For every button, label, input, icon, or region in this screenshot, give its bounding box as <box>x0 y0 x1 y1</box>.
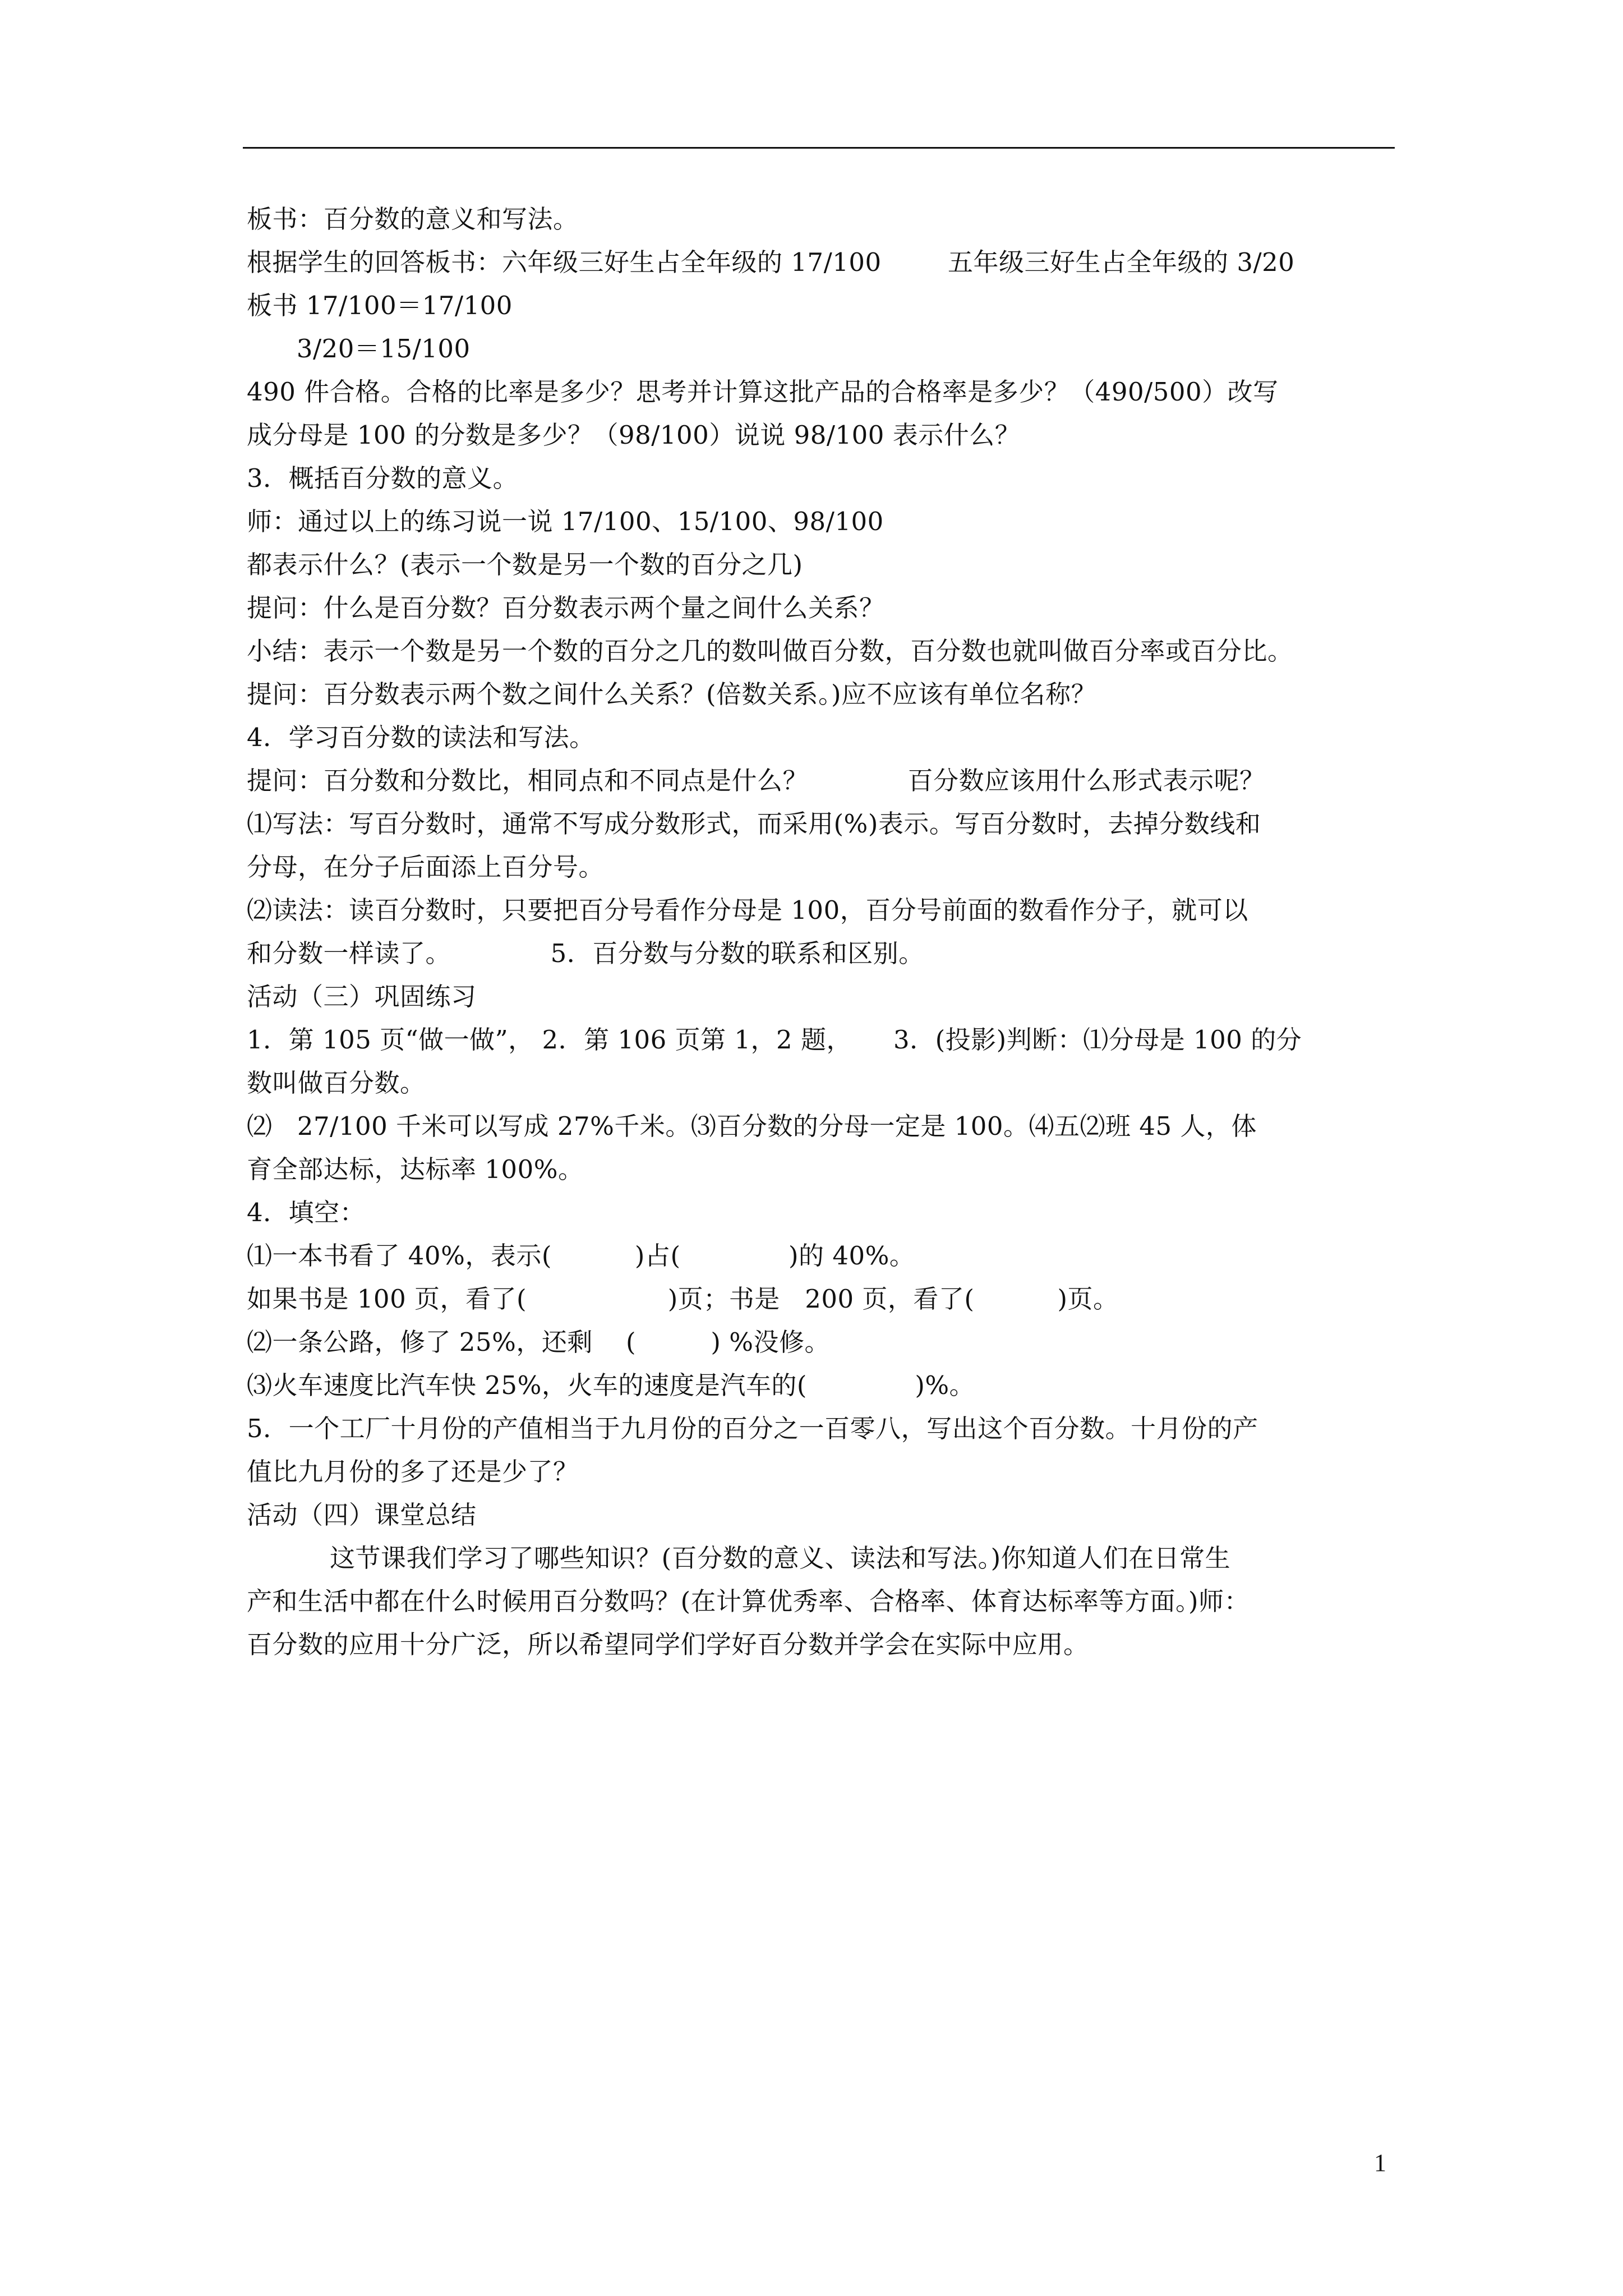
document-body <box>247 197 1402 1666</box>
text-line: 4．学习百分数的读法和写法。 <box>247 723 595 752</box>
text-line: 百分数的应用十分广泛，所以希望同学们学好百分数并学会在实际中应用。 <box>247 1630 1089 1659</box>
text-line: 根据学生的回答板书：六年级三好生占全年级的 17/100 五年级三好生占全年级的 3/20 <box>247 247 1295 277</box>
text-line: 都表示什么？(表示一个数是另一个数的百分之几) <box>247 550 803 579</box>
text-line: ⑴写法：写百分数时，通常不写成分数形式，而采用(%)表示。写百分数时，去掉分数线和 <box>247 809 1261 839</box>
text-line: ⑶火车速度比汽车快 25%，火车的速度是汽车的( )%。 <box>247 1370 975 1400</box>
text-line: 数叫做百分数。 <box>247 1068 426 1098</box>
text-line: 活动（三）巩固练习 <box>247 982 477 1011</box>
text-line: 活动（四）课堂总结 <box>247 1500 477 1530</box>
text-line: 和分数一样读了。 5．百分数与分数的联系和区别。 <box>247 938 924 968</box>
page-number: 1 <box>1374 2149 1386 2177</box>
text-line: 3．概括百分数的意义。 <box>247 463 519 493</box>
text-line: 3/20＝15/100 <box>247 334 471 364</box>
text-line: 师：通过以上的练习说一说 17/100、15/100、98/100 <box>247 507 884 536</box>
text-line: 5．一个工厂十月份的产值相当于九月份的百分之一百零八，写出这个百分数。十月份的产 <box>247 1414 1258 1443</box>
text-line: 这节课我们学习了哪些知识？(百分数的意义、读法和写法。)你知道人们在日常生 <box>247 1543 1231 1573</box>
text-line: 成分母是 100 的分数是多少？（98/100）说说 98/100 表示什么？ <box>247 420 1021 450</box>
text-line: 4．填空： <box>247 1198 366 1227</box>
text-line: 提问：百分数表示两个数之间什么关系？(倍数关系。)应不应该有单位名称？ <box>247 679 1097 709</box>
text-line: 产和生活中都在什么时候用百分数吗？(在计算优秀率、合格率、体育达标率等方面。)师： <box>247 1586 1250 1616</box>
text-line: 值比九月份的多了还是少了？ <box>247 1457 579 1487</box>
text-line: ⑴一本书看了 40%，表示( )占( )的 40%。 <box>247 1241 915 1271</box>
text-line: 如果书是 100 页，看了( )页；书是 200 页，看了( )页。 <box>247 1284 1119 1314</box>
text-line: 板书：百分数的意义和写法。 <box>247 204 579 234</box>
text-line: 小结：表示一个数是另一个数的百分之几的数叫做百分数，百分数也就叫做百分率或百分比。 <box>247 636 1293 666</box>
text-line: 板书 17/100＝17/100 <box>247 291 513 320</box>
text-line: 490 件合格。合格的比率是多少？思考并计算这批产品的合格率是多少？（490/500）改写 <box>247 377 1279 407</box>
text-line: 育全部达标，达标率 100%。 <box>247 1154 584 1184</box>
text-line: 分母，在分子后面添上百分号。 <box>247 852 605 882</box>
text-line: ⑵ 27/100 千米可以写成 27%千米。⑶百分数的分母一定是 100。⑷五⑵班 45 人，体 <box>247 1111 1257 1141</box>
text-line: 1．第 105 页“做一做”， 2．第 106 页第 1，2 题， 3．(投影)判断：⑴分母是 100 的分 <box>247 1025 1302 1055</box>
text-line: 提问：什么是百分数？百分数表示两个量之间什么关系？ <box>247 593 885 623</box>
text-line: ⑵一条公路，修了 25%，还剩 ( ) %没修。 <box>247 1327 830 1357</box>
text-line: ⑵读法：读百分数时，只要把百分号看作分母是 100，百分号前面的数看作分子，就可以 <box>247 895 1248 925</box>
header-rule <box>243 147 1395 149</box>
text-line: 提问：百分数和分数比，相同点和不同点是什么？ 百分数应该用什么形式表示呢？ <box>247 766 1265 795</box>
